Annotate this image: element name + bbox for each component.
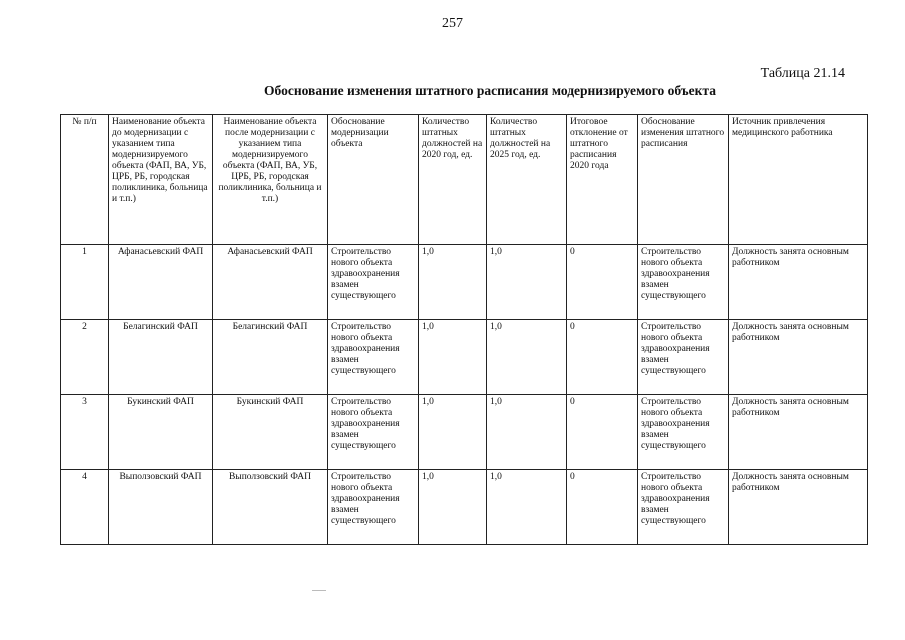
object-after: Букинский ФАП (213, 395, 328, 470)
header-num: № п/п (61, 115, 109, 245)
header-staff-2020: Количество штатных должностей на 2020 год, ед. (419, 115, 487, 245)
row-num: 1 (61, 245, 109, 320)
staffing-table (60, 114, 868, 545)
object-before: Белагинский ФАП (109, 320, 213, 395)
change-reason: Строительство нового объекта здравоохранения взамен существующего (638, 470, 729, 545)
staff-2025: 1,0 (487, 245, 567, 320)
table-row (61, 320, 868, 395)
header-object-before: Наименование объекта до модернизации с указанием типа модернизируемого объекта (ФАП, ВА, УБ, ЦРБ, РБ, городская поликлиника, больница и т.п.) (109, 115, 213, 245)
object-before: Афанасьевский ФАП (109, 245, 213, 320)
modernization-reason: Строительство нового объекта здравоохранения взамен существующего (328, 470, 419, 545)
header-deviation: Итоговое отклонение от штатного расписания 2020 года (567, 115, 638, 245)
staff-2025: 1,0 (487, 470, 567, 545)
row-num: 2 (61, 320, 109, 395)
staff-source: Должность занята основным работником (729, 395, 868, 470)
object-after: Афанасьевский ФАП (213, 245, 328, 320)
change-reason: Строительство нового объекта здравоохранения взамен существующего (638, 395, 729, 470)
table-row (61, 470, 868, 545)
object-after: Выползовский ФАП (213, 470, 328, 545)
header-staff-2025: Количество штатных должностей на 2025 год, ед. (487, 115, 567, 245)
table-row (61, 245, 868, 320)
object-before: Выползовский ФАП (109, 470, 213, 545)
modernization-reason: Строительство нового объекта здравоохранения взамен существующего (328, 395, 419, 470)
document-title: Обоснование изменения штатного расписания модернизируемого объекта (264, 83, 716, 98)
row-num: 4 (61, 470, 109, 545)
header-object-after: Наименование объекта после модернизации с указанием типа модернизируемого объекта (ФАП, ВА, УБ, ЦРБ, РБ, городская поликлиника, больница и т.п.) (213, 115, 328, 245)
modernization-reason: Строительство нового объекта здравоохранения взамен существующего (328, 245, 419, 320)
header-modernization-reason: Обоснование модернизации объекта (328, 115, 419, 245)
staff-2020: 1,0 (419, 395, 487, 470)
deviation: 0 (567, 395, 638, 470)
page-number: 257 (442, 16, 463, 31)
header-source: Источник привлечения медицинского работника (729, 115, 868, 245)
staff-2025: 1,0 (487, 320, 567, 395)
table-label: Таблица 21.14 (760, 66, 845, 81)
deviation: 0 (567, 245, 638, 320)
staff-2020: 1,0 (419, 320, 487, 395)
header-change-reason: Обоснование изменения штатного расписания (638, 115, 729, 245)
object-before: Букинский ФАП (109, 395, 213, 470)
table-row (61, 395, 868, 470)
table-header-row (61, 115, 868, 245)
object-after: Белагинский ФАП (213, 320, 328, 395)
staff-source: Должность занята основным работником (729, 245, 868, 320)
staff-2020: 1,0 (419, 470, 487, 545)
row-num: 3 (61, 395, 109, 470)
change-reason: Строительство нового объекта здравоохранения взамен существующего (638, 320, 729, 395)
modernization-reason: Строительство нового объекта здравоохранения взамен существующего (328, 320, 419, 395)
staff-source: Должность занята основным работником (729, 320, 868, 395)
deviation: 0 (567, 470, 638, 545)
staff-source: Должность занята основным работником (729, 470, 868, 545)
change-reason: Строительство нового объекта здравоохранения взамен существующего (638, 245, 729, 320)
scan-mark (312, 590, 326, 591)
staff-2025: 1,0 (487, 395, 567, 470)
staff-2020: 1,0 (419, 245, 487, 320)
deviation: 0 (567, 320, 638, 395)
